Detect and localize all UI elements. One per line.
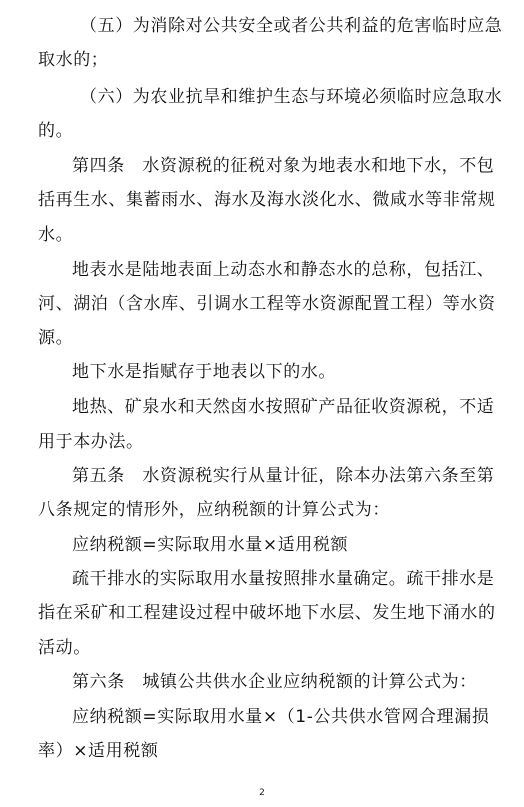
text-line: 率）×适用税额 [38, 741, 159, 761]
text-line: 第六条 城镇公共供水企业应纳税额的计算公式为： [72, 672, 477, 692]
text-line: 水。 [38, 225, 74, 245]
page-number: 2 [259, 788, 265, 798]
text-line: 活动。 [38, 638, 91, 658]
text-line: 疏干排水的实际取用水量按照排水量确定。疏干排水是 [72, 569, 495, 589]
text-line: 括再生水、集蓄雨水、海水及海水淡化水、微咸水等非常规 [38, 190, 496, 210]
text-line: 地表水是陆地表面上动态水和静态水的总称，包括江、 [72, 260, 495, 280]
text-line: 指在采矿和工程建设过程中破坏地下水层、发生地下涌水的 [38, 603, 496, 623]
text-line: （五）为消除对公共安全或者公共利益的危害临时应急 [80, 16, 503, 36]
text-line: 源。 [38, 328, 74, 348]
text-line: （六）为农业抗旱和维护生态与环境必须临时应急取水 [80, 87, 503, 107]
text-line: 应纳税额=实际取用水量×（1-公共供水管网合理漏损 [72, 707, 490, 727]
text-line: 取水的； [38, 50, 109, 70]
text-line: 的。 [38, 121, 74, 141]
text-line: 八条规定的情形外，应纳税额的计算公式为： [38, 500, 390, 520]
text-line: 河、湖泊（含水库、引调水工程等水资源配置工程）等水资 [38, 294, 496, 314]
text-line: 第四条 水资源税的征税对象为地表水和地下水，不包 [72, 156, 495, 176]
text-line: 地下水是指赋存于地表以下的水。 [72, 362, 336, 382]
text-line: 第五条 水资源税实行从量计征，除本办法第六条至第 [72, 466, 495, 486]
text-line: 地热、矿泉水和天然卤水按照矿产品征收资源税，不适 [72, 397, 495, 417]
text-line: 用于本办法。 [38, 432, 144, 452]
text-line: 应纳税额=实际取用水量×适用税额 [72, 535, 349, 555]
